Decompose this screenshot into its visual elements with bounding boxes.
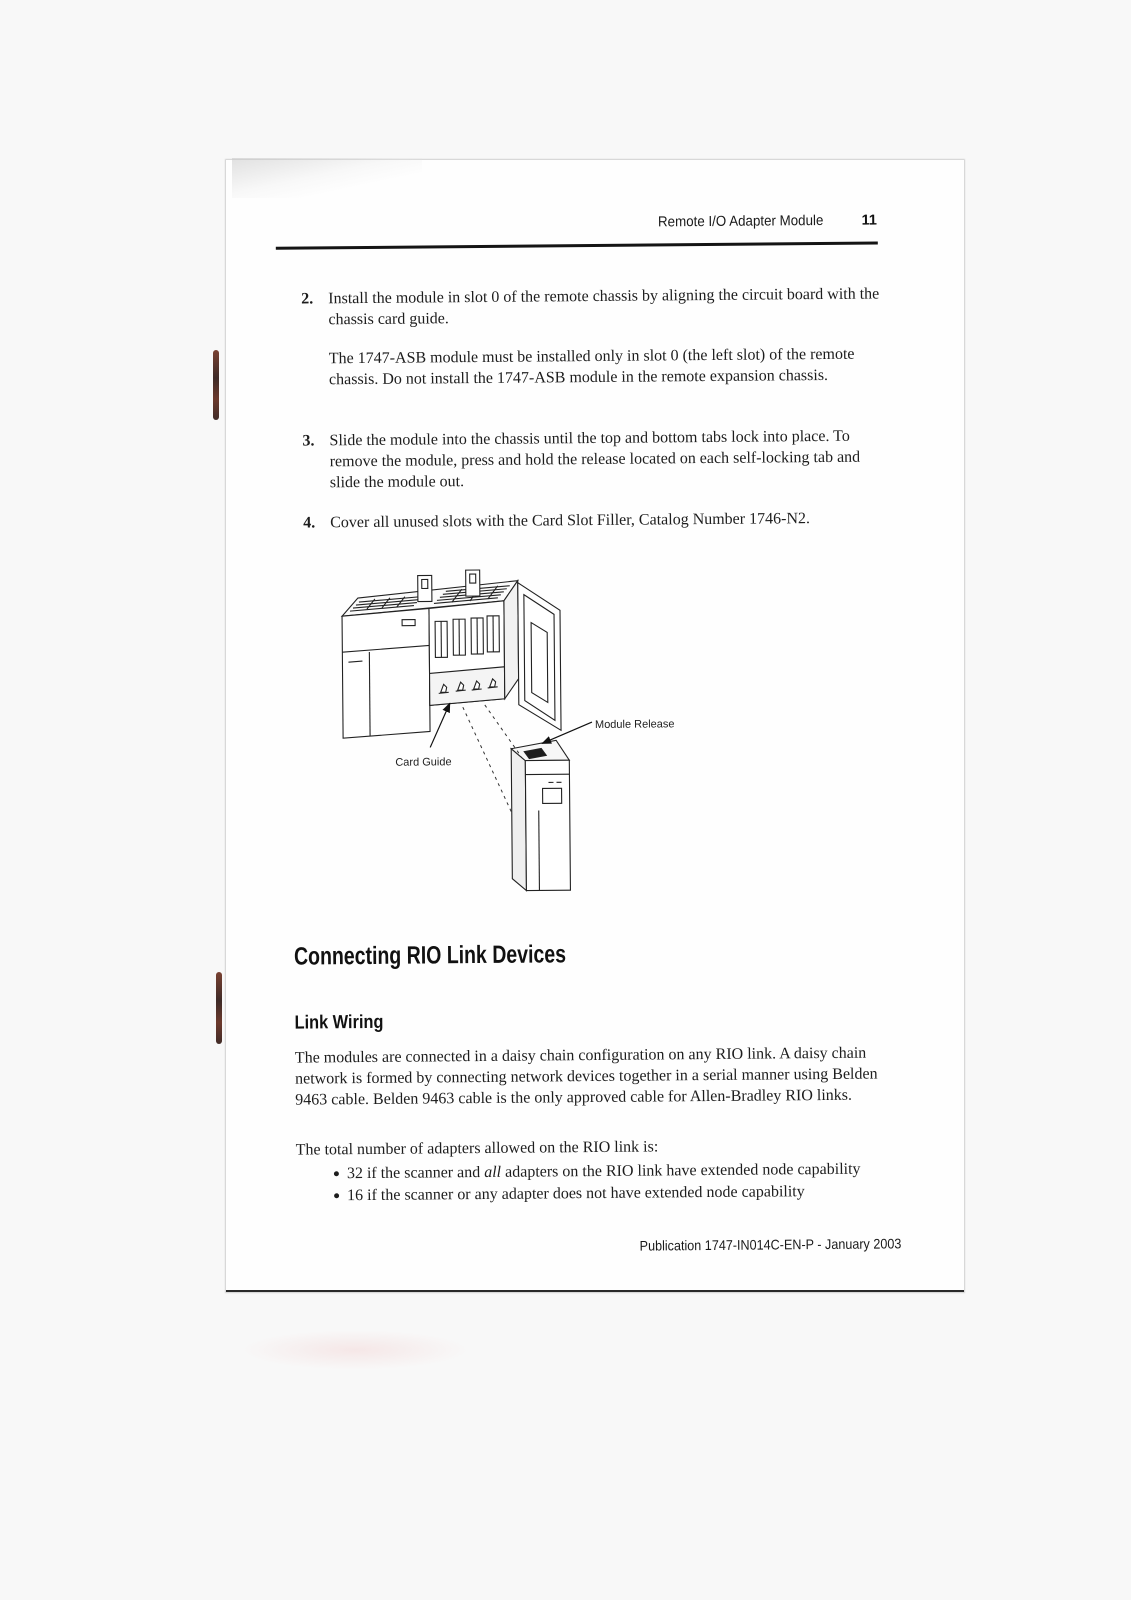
subsection-heading: Link Wiring bbox=[294, 1011, 384, 1034]
module-side-face bbox=[511, 749, 526, 891]
step-note: The 1747-ASB module must be installed only in slot 0 (the left slot) of the remote chassis. Do not install the 1747-ASB module in the remote expansion chassis. bbox=[328, 345, 855, 389]
bullet-text: 16 if the scanner or any adapter does not have extended node capability bbox=[347, 1183, 805, 1205]
binding-mark bbox=[213, 350, 219, 420]
module-release-label: Module Release bbox=[594, 718, 675, 731]
module bbox=[511, 740, 570, 891]
step-number: 3. bbox=[302, 432, 315, 450]
binding-mark bbox=[216, 972, 222, 1044]
bullet-text-pre: 32 if the scanner and bbox=[346, 1163, 485, 1183]
adapter-count-list bbox=[334, 1158, 899, 1207]
step-item bbox=[301, 283, 881, 330]
header-rule bbox=[276, 242, 878, 250]
card-guide-label: Card Guide bbox=[395, 756, 452, 769]
step-item bbox=[303, 507, 883, 533]
bullet-text-post: adapters on the RIO link have extended node capability bbox=[500, 1160, 861, 1181]
module-release-arrow bbox=[542, 722, 592, 743]
document-page bbox=[226, 160, 964, 1292]
publication-footer: Publication 1747-IN014C-EN-P - January 2003 bbox=[639, 1235, 902, 1254]
card-guide-arrow bbox=[430, 703, 450, 747]
section-heading: Connecting RIO Link Devices bbox=[293, 940, 567, 971]
step-text: Install the module in slot 0 of the remote chassis by aligning the circuit board with the chassis card guide. bbox=[328, 285, 880, 329]
bullet-icon bbox=[334, 1193, 339, 1198]
step-text: Slide the module into the chassis until the top and bottom tabs lock into place. To remove the module, press and hold the release located on each self-locking tab and slide the module out. bbox=[329, 427, 861, 492]
step-number: 4. bbox=[303, 514, 316, 532]
step-item bbox=[302, 425, 883, 493]
step-text: Cover all unused slots with the Card Slot Filler, Catalog Number 1746-N2. bbox=[330, 510, 811, 532]
step-number: 2. bbox=[301, 290, 314, 308]
running-header-title: Remote I/O Adapter Module bbox=[658, 212, 824, 231]
power-supply-front bbox=[342, 608, 430, 738]
power-supply-edge-line bbox=[369, 652, 370, 736]
chassis-right-wall bbox=[504, 581, 519, 699]
insertion-path-dashed bbox=[463, 707, 512, 813]
body-paragraph: The total number of adapters allowed on the RIO link is: bbox=[295, 1138, 659, 1159]
scan-smudge bbox=[240, 1330, 470, 1370]
chassis-illustration bbox=[334, 559, 697, 902]
page-content bbox=[226, 160, 964, 1292]
page-number: 11 bbox=[861, 212, 878, 229]
installation-figure bbox=[334, 559, 697, 902]
chassis bbox=[342, 569, 561, 738]
list-item bbox=[334, 1180, 899, 1206]
bullet-text-emphasis: all bbox=[484, 1163, 502, 1181]
module-front-face bbox=[525, 760, 570, 890]
body-paragraph: The modules are connected in a daisy chain configuration on any RIO link. A daisy chain network is formed by connecting network devices together in a serial manner using Belden 9463 cable. Belden 9463 cable is the only approved cable for Allen-Bradley RIO links. bbox=[294, 1044, 878, 1109]
module-front-line bbox=[539, 810, 540, 890]
bullet-icon bbox=[334, 1171, 339, 1176]
